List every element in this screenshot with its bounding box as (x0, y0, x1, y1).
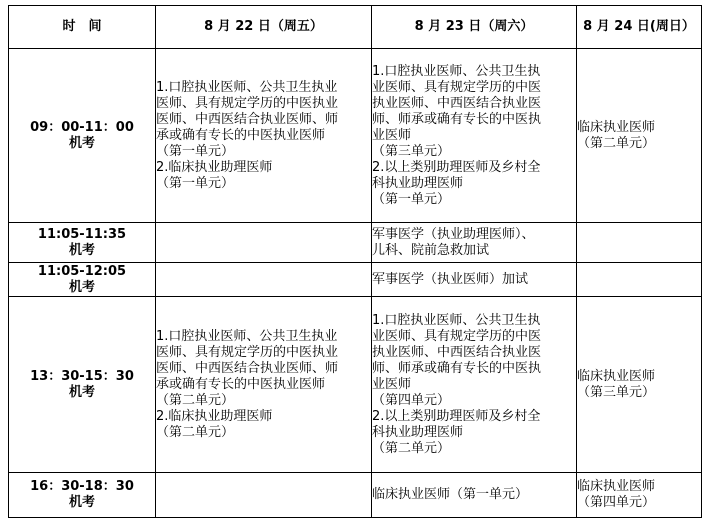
table-row (9, 297, 702, 473)
cell-text-line: 临床执业医师 (577, 368, 656, 384)
cell-text-line: （第二单元） (372, 440, 451, 456)
table-row (9, 473, 702, 518)
cell-text-line: 09：00-11：00 (30, 119, 134, 135)
cell-text-line: 军事医学（执业医师）加试 (372, 271, 529, 287)
time-cell (9, 263, 156, 297)
day1-cell (156, 297, 372, 473)
cell-text-line: 临床执业医师 (577, 479, 656, 494)
cell-text-line: 业医师 (372, 376, 412, 392)
cell-text-line: 科执业助理医师 (372, 424, 464, 440)
cell-text-line: （第四单元） (372, 392, 451, 408)
cell-text-line: 医师、具有规定学历的中医执业 (156, 95, 339, 111)
cell-text-line: （第一单元） (156, 143, 235, 159)
cell-text-line: 机考 (68, 495, 95, 510)
header-day3: 8 月 24 日(周日） (577, 6, 702, 49)
cell-text-line: 11:05-12:05 (37, 263, 127, 279)
cell-text-line: 业医师 (372, 127, 412, 143)
cell-text-line: 机考 (68, 242, 95, 258)
header-day1: 8 月 22 日（周五） (156, 6, 372, 49)
cell-text-line: （第二单元） (156, 392, 235, 408)
cell-text-line: （第一单元） (156, 175, 235, 191)
cell-text-line: （第二单元） (577, 135, 656, 151)
day1-cell (156, 49, 372, 223)
header-row (9, 6, 702, 49)
cell-text-line: 执业医师、中西医结合执业医 (372, 344, 542, 360)
table-row (9, 263, 702, 297)
cell-text-line: 11:05-11:35 (37, 226, 127, 242)
cell-text-line: 医师、中西医结合执业医师、师 (156, 360, 339, 376)
day3-cell (577, 473, 702, 518)
day1-cell (156, 263, 372, 297)
cell-text-line: 16：30-18：30 (30, 479, 134, 494)
cell-text-line: 1.口腔执业医师、公共卫生执业 (156, 79, 338, 95)
cell-text-line: 临床执业医师（第一单元） (372, 487, 529, 502)
cell-text-line: 机考 (68, 135, 95, 151)
cell-text-line: 师、师承或确有专长的中医执 (372, 111, 542, 127)
cell-text-line: 业医师、具有规定学历的中医 (372, 79, 542, 95)
cell-text-line: 医师、具有规定学历的中医执业 (156, 344, 339, 360)
day1-cell (156, 473, 372, 518)
day1-cell (156, 223, 372, 263)
cell-text-line: 1.口腔执业医师、公共卫生执 (372, 63, 541, 79)
cell-text-line: 机考 (68, 279, 95, 295)
day3-cell (577, 223, 702, 263)
cell-text-line: 13：30-15：30 (30, 368, 134, 384)
cell-text-line: 2.以上类别助理医师及乡村全 (372, 159, 541, 175)
cell-text-line: 承或确有专长的中医执业医师 (156, 127, 326, 143)
cell-text-line: 儿科、院前急救加试 (372, 242, 490, 258)
table-row (9, 223, 702, 263)
time-cell (9, 49, 156, 223)
header-time: 时 间 (9, 6, 156, 49)
cell-text-line: 2.临床执业助理医师 (156, 408, 273, 424)
cell-text-line: （第三单元） (577, 384, 656, 400)
day2-cell (372, 223, 577, 263)
day3-cell (577, 263, 702, 297)
exam-schedule-table (8, 5, 702, 518)
time-cell (9, 223, 156, 263)
cell-text-line: 承或确有专长的中医执业医师 (156, 376, 326, 392)
cell-text-line: （第四单元） (577, 495, 656, 510)
cell-text-line: 业医师、具有规定学历的中医 (372, 328, 542, 344)
time-cell (9, 473, 156, 518)
day3-cell (577, 49, 702, 223)
cell-text-line: （第二单元） (156, 424, 235, 440)
cell-text-line: 医师、中西医结合执业医师、师 (156, 111, 339, 127)
cell-text-line: 临床执业医师 (577, 119, 656, 135)
day2-cell (372, 263, 577, 297)
cell-text-line: 执业医师、中西医结合执业医 (372, 95, 542, 111)
day3-cell (577, 297, 702, 473)
day2-cell (372, 297, 577, 473)
cell-text-line: （第一单元） (372, 191, 451, 207)
cell-text-line: 军事医学（执业助理医师）、 (372, 226, 535, 242)
cell-text-line: 1.口腔执业医师、公共卫生执 (372, 312, 541, 328)
cell-text-line: 科执业助理医师 (372, 175, 464, 191)
table-row (9, 49, 702, 223)
day2-cell (372, 49, 577, 223)
header-day2: 8 月 23 日（周六） (372, 6, 577, 49)
cell-text-line: 机考 (68, 384, 95, 400)
time-cell (9, 297, 156, 473)
cell-text-line: （第三单元） (372, 143, 451, 159)
cell-text-line: 2.临床执业助理医师 (156, 159, 273, 175)
cell-text-line: 1.口腔执业医师、公共卫生执业 (156, 328, 338, 344)
day2-cell (372, 473, 577, 518)
cell-text-line: 师、师承或确有专长的中医执 (372, 360, 542, 376)
cell-text-line: 2.以上类别助理医师及乡村全 (372, 408, 541, 424)
